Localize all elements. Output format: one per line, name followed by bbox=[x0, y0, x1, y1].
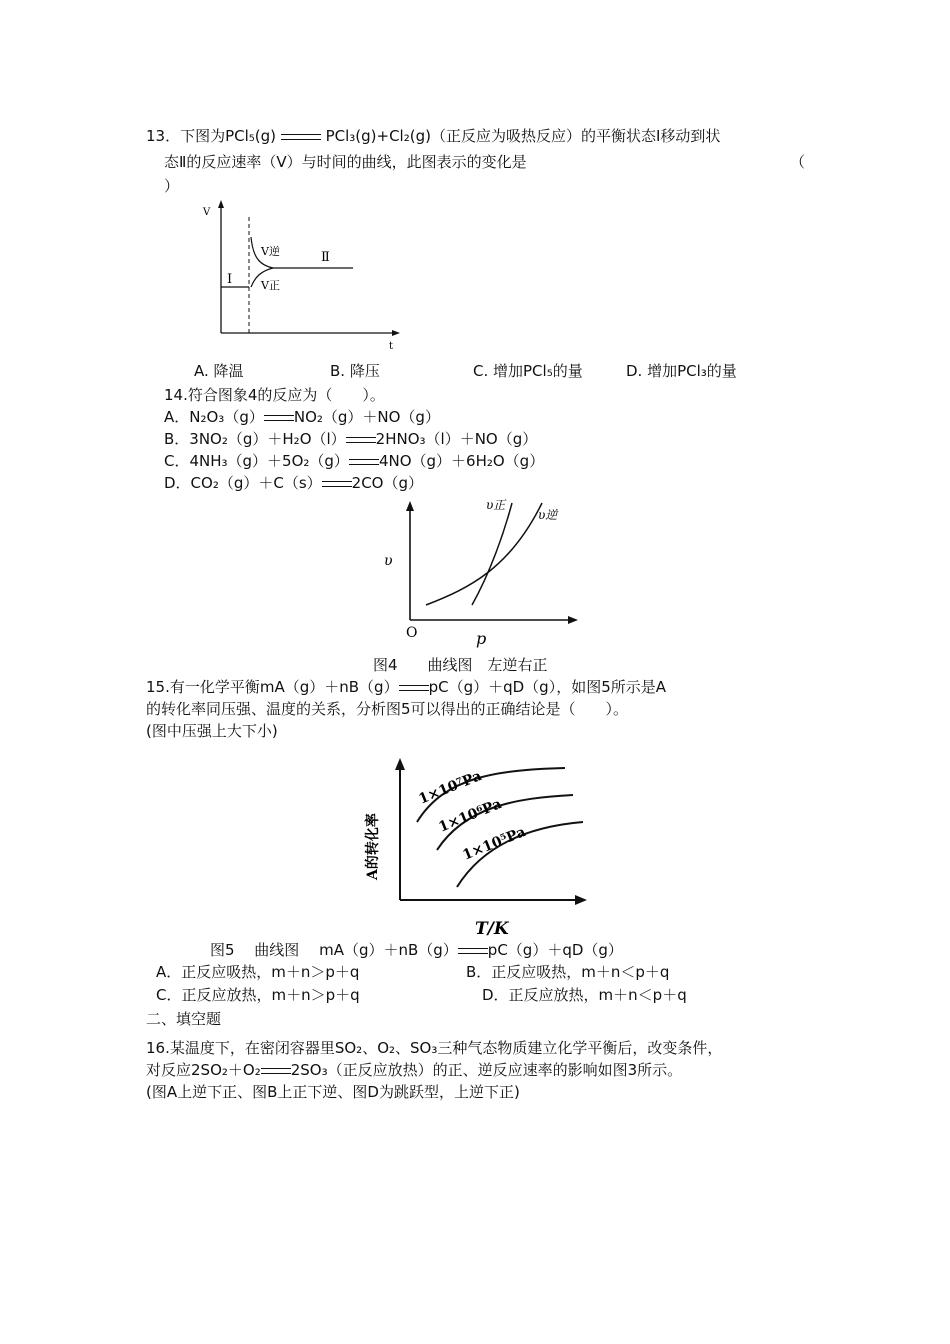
q16-line2 bbox=[146, 1060, 682, 1080]
q15-caption bbox=[210, 940, 623, 960]
q13-y-label: V bbox=[203, 207, 211, 218]
q13-option-a: A. 降温 bbox=[194, 362, 244, 380]
q15-line1-b: pC（g）＋qD（g），如图5所示是A bbox=[428, 678, 666, 696]
q16-line2-a: 对反应2SO₂＋O₂ bbox=[146, 1061, 261, 1079]
q14-y-label: υ bbox=[384, 553, 393, 569]
q15-line1 bbox=[146, 677, 666, 697]
q13-rate-time-graph bbox=[195, 195, 410, 355]
q13-option-c: C. 增加PCl₅的量 bbox=[473, 362, 583, 380]
q16-line1: 16.某温度下，在密闭容器里SO₂、O₂、SO₃三种气态物质建立化学平衡后，改变条件， bbox=[146, 1039, 723, 1057]
q14-option-c bbox=[164, 451, 544, 471]
q13-y-arrow-icon bbox=[218, 200, 224, 208]
q14-option-a bbox=[164, 407, 440, 427]
equilibrium-arrow-icon bbox=[349, 456, 379, 468]
q13-line1-a: 13．下图为PCl₅(g) bbox=[146, 127, 277, 145]
q15-line1-a: 15.有一化学平衡mA（g）＋nB（g） bbox=[146, 678, 399, 696]
q14-rate-pressure-graph bbox=[370, 493, 590, 653]
equilibrium-arrow-icon bbox=[458, 945, 488, 957]
q15-option-b: B．正反应吸热，m＋n＜p＋q bbox=[466, 963, 670, 981]
q15-curve-top-label: 1×10⁷Pa bbox=[416, 768, 484, 808]
q13-line2: 态Ⅱ的反应速率（V）与时间的曲线，此图表示的变化是 bbox=[164, 153, 527, 171]
equilibrium-arrow-icon bbox=[322, 478, 352, 490]
q14-c-right: 4NO（g）＋6H₂O（g） bbox=[378, 452, 545, 470]
q13-option-d: D. 增加PCl₃的量 bbox=[626, 362, 737, 380]
q14-curve-v-reverse bbox=[426, 503, 542, 605]
q15-option-a: A．正反应吸热，m＋n＞p＋q bbox=[156, 963, 360, 981]
q14-y-arrow-icon bbox=[406, 501, 414, 511]
q15-x-arrow-icon bbox=[575, 895, 587, 905]
q16-line2-b: 2SO₃（正反应放热）的正、逆反应速率的影响如图3所示。 bbox=[290, 1061, 683, 1079]
q14-curve-v-forward bbox=[472, 503, 512, 605]
q15-curve-bot-label: 1×10⁵Pa bbox=[460, 824, 528, 864]
q14-stem: 14.符合图象4的反应为（ ）。 bbox=[164, 386, 385, 404]
q14-curve1-label: υ正 bbox=[486, 498, 506, 512]
equilibrium-arrow-icon bbox=[346, 434, 376, 446]
q13-v-forward-label: V正 bbox=[261, 279, 280, 292]
q13-line1 bbox=[146, 126, 720, 146]
q15-y-arrow-icon bbox=[395, 758, 405, 770]
q13-line1-b: PCl₃(g)+Cl₂(g)（正反应为吸热反应）的平衡状态Ⅰ移动到状 bbox=[325, 127, 721, 145]
q15-x-label: T/K bbox=[475, 919, 509, 939]
q13-state1-label: Ⅰ bbox=[227, 272, 233, 287]
q14-x-label: p bbox=[476, 629, 487, 648]
q13-paren-open: （ bbox=[790, 153, 806, 171]
q14-c-left: C．4NH₃（g）＋5O₂（g） bbox=[164, 452, 349, 470]
q14-option-d bbox=[164, 473, 423, 493]
q13-x-arrow-icon bbox=[392, 330, 400, 336]
q14-caption: 图4 曲线图 左逆右正 bbox=[373, 656, 548, 674]
q14-a-right: NO₂（g）＋NO（g） bbox=[293, 408, 440, 426]
q15-y-label: A的转化率 bbox=[365, 813, 381, 880]
q14-origin-label: O bbox=[406, 625, 418, 641]
equilibrium-arrow-icon bbox=[281, 131, 321, 143]
q14-b-right: 2HNO₃（l）＋NO（g） bbox=[375, 430, 538, 448]
equilibrium-arrow-icon bbox=[264, 412, 294, 424]
q15-option-d: D．正反应放热，m＋n＜p＋q bbox=[482, 986, 687, 1004]
equilibrium-arrow-icon bbox=[399, 682, 429, 694]
q14-d-right: 2CO（g） bbox=[351, 474, 424, 492]
q15-conversion-temperature-graph bbox=[355, 752, 595, 942]
q13-v-reverse-label: V逆 bbox=[261, 245, 280, 258]
q14-x-arrow-icon bbox=[568, 616, 578, 624]
q14-b-left: B．3NO₂（g）＋H₂O（l） bbox=[164, 430, 346, 448]
q13-paren-close: ） bbox=[164, 177, 180, 195]
q15-caption-b: pC（g）＋qD（g） bbox=[487, 941, 623, 959]
equilibrium-arrow-icon bbox=[261, 1065, 291, 1077]
q16-line3: (图A上逆下正、图B上正下逆、图D为跳跃型，上逆下正) bbox=[146, 1083, 520, 1101]
q13-state2-label: Ⅱ bbox=[321, 250, 330, 265]
section-heading: 二、填空题 bbox=[146, 1010, 222, 1028]
q15-line2: 的转化率同压强、温度的关系，分析图5可以得出的正确结论是（ ）。 bbox=[146, 700, 629, 718]
q14-curve2-label: υ逆 bbox=[538, 508, 558, 522]
q13-option-b: B. 降压 bbox=[330, 362, 380, 380]
q14-d-left: D．CO₂（g）＋C（s） bbox=[164, 474, 322, 492]
q15-caption-a: 图5 曲线图 mA（g）＋nB（g） bbox=[210, 941, 458, 959]
q15-line3: (图中压强上大下小) bbox=[146, 722, 278, 740]
q14-option-b bbox=[164, 429, 537, 449]
q15-option-c: C．正反应放热，m＋n＞p＋q bbox=[156, 986, 360, 1004]
q15-curve-mid-label: 1×10⁶Pa bbox=[436, 796, 504, 836]
q13-x-label: t bbox=[389, 341, 394, 352]
q14-a-left: A．N₂O₃（g） bbox=[164, 408, 264, 426]
